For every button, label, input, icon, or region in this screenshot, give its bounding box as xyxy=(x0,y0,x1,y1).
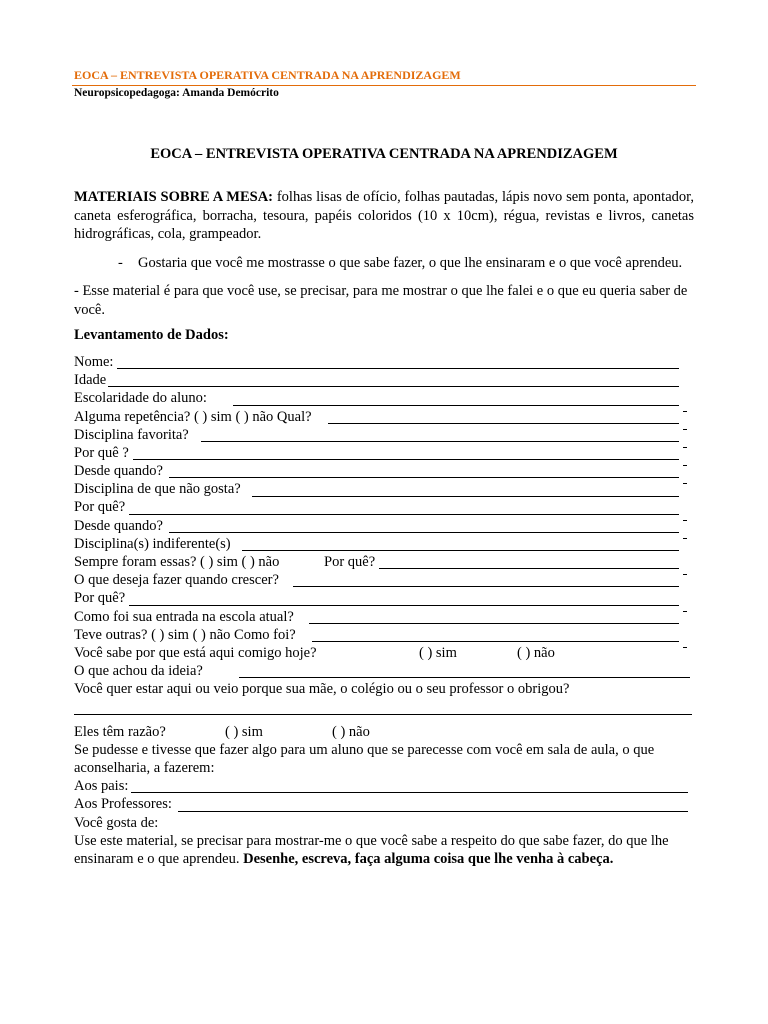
field-escolaridade xyxy=(74,389,734,407)
instruction-bullet xyxy=(118,254,728,273)
label-teve-outras: Teve outras? ( ) sim ( ) não Como foi? xyxy=(74,626,296,643)
answer-line-escolaridade[interactable] xyxy=(233,405,679,406)
answer-line-por-que-1[interactable] xyxy=(133,459,679,460)
field-sempre-foram xyxy=(74,553,734,571)
field-aos-pais xyxy=(74,777,734,795)
label-por-que-1: Por quê ? xyxy=(74,444,129,461)
field-repetencia xyxy=(74,408,734,426)
label-quer-estar: Você quer estar aqui ou veio porque sua mãe, o colégio ou o seu professor o obrigou? xyxy=(74,681,570,698)
label-voce-gosta: Você gosta de: xyxy=(74,814,159,831)
label-por-que-2: Por quê? xyxy=(74,499,126,516)
checkbox-sabe-sim[interactable]: ( ) sim xyxy=(419,644,457,661)
answer-line-nome[interactable] xyxy=(117,368,679,369)
answer-line-por-que-3[interactable] xyxy=(129,605,679,606)
answer-line-quer-estar[interactable] xyxy=(74,714,692,715)
final-instruction-bold: Desenhe, escreva, faça alguma coisa que lhe venha à cabeça. xyxy=(243,850,614,867)
answer-line-crescer[interactable] xyxy=(293,586,679,587)
label-disciplina-favorita: Disciplina favorita? xyxy=(74,426,189,443)
field-quer-estar-answer xyxy=(74,699,734,723)
answer-line-por-que-2[interactable] xyxy=(129,514,679,515)
answer-line-teve-outras[interactable] xyxy=(312,641,679,642)
answer-line-disciplina-favorita[interactable] xyxy=(201,441,679,442)
label-crescer: O que deseja fazer quando crescer? xyxy=(74,572,279,589)
field-quer-estar xyxy=(74,680,734,698)
data-fields xyxy=(74,353,734,868)
field-aos-professores xyxy=(74,795,734,813)
label-sabe-por-que: Você sabe por que está aqui comigo hoje? xyxy=(74,644,317,661)
label-desde-quando-1: Desde quando? xyxy=(74,463,163,480)
label-aos-pais: Aos pais: xyxy=(74,778,129,795)
label-nome: Nome: xyxy=(74,353,114,370)
materials-text: folhas lisas de ofício, folhas pautadas, lápis novo sem ponta, apontador, caneta esferográfica, borracha, tesoura, papéis coloridos (10 x 10cm), régua, revistas e livros, canetas hidrográficas, cola, grampeador. xyxy=(74,189,694,242)
label-idade: Idade xyxy=(74,372,107,389)
answer-line-repetencia[interactable] xyxy=(328,423,679,424)
field-indiferente xyxy=(74,535,734,553)
field-por-que-2 xyxy=(74,499,734,517)
label-se-pudesse: Se pudesse e tivesse que fazer algo para um aluno que se parecesse com você em sala de aula, o que aconselharia, a fazerem: xyxy=(74,741,655,776)
answer-line-aos-pais[interactable] xyxy=(131,792,688,793)
label-sempre-por-que: Por quê? xyxy=(324,554,376,571)
field-sabe-por-que xyxy=(74,644,734,662)
field-por-que-1 xyxy=(74,444,734,462)
answer-line-sempre-foram[interactable] xyxy=(379,568,679,569)
field-desde-quando-1 xyxy=(74,462,734,480)
bullet-text: Gostaria que você me mostrasse o que sabe fazer, o que lhe ensinaram e o que você aprendeu. xyxy=(138,255,683,271)
answer-line-achou-ideia[interactable] xyxy=(239,677,690,678)
label-nao-gosta: Disciplina de que não gosta? xyxy=(74,481,241,498)
label-escolaridade: Escolaridade do aluno: xyxy=(74,390,207,407)
answer-line-desde-quando-1[interactable] xyxy=(169,477,679,478)
materials-paragraph xyxy=(74,188,694,244)
label-indiferente: Disciplina(s) indiferente(s) xyxy=(74,535,231,552)
field-teve-outras xyxy=(74,626,734,644)
checkbox-razao-sim[interactable]: ( ) sim xyxy=(225,723,263,740)
label-aos-professores: Aos Professores: xyxy=(74,796,172,813)
final-instruction-text: Use este material, se precisar para mostrar-me o que você sabe a respeito do que sabe fazer, do que lhe ensinaram e o que aprendeu. xyxy=(74,832,669,867)
label-achou-ideia: O que achou da ideia? xyxy=(74,663,203,680)
label-sempre-foram: Sempre foram essas? ( ) sim ( ) não xyxy=(74,554,280,571)
label-repetencia: Alguma repetência? ( ) sim ( ) não Qual? xyxy=(74,408,312,425)
header-subtitle: Neuropsicopedagoga: Amanda Demócrito xyxy=(74,87,279,99)
header-rule xyxy=(72,85,696,86)
label-tem-razao: Eles têm razão? xyxy=(74,723,166,740)
field-nome xyxy=(74,353,734,371)
field-voce-gosta xyxy=(74,814,734,832)
label-por-que-3: Por quê? xyxy=(74,590,126,607)
field-disciplina-favorita xyxy=(74,426,734,444)
answer-line-indiferente[interactable] xyxy=(242,550,679,551)
field-idade xyxy=(74,371,734,389)
field-achou-ideia xyxy=(74,662,734,680)
answer-line-nao-gosta[interactable] xyxy=(252,496,679,497)
answer-line-entrada-escola[interactable] xyxy=(309,623,679,624)
materials-label: MATERIAIS SOBRE A MESA: xyxy=(74,189,273,205)
header-title: EOCA – ENTREVISTA OPERATIVA CENTRADA NA APRENDIZAGEM xyxy=(74,68,461,82)
bullet-dash: - xyxy=(118,255,123,271)
material-note: - Esse material é para que você use, se precisar, para me mostrar o que lhe falei e o que eu queria saber de você. xyxy=(74,283,688,318)
field-tem-razao xyxy=(74,723,734,741)
field-crescer xyxy=(74,571,734,589)
answer-line-aos-professores[interactable] xyxy=(178,811,688,812)
label-entrada-escola: Como foi sua entrada na escola atual? xyxy=(74,608,294,625)
document-title: EOCA – ENTREVISTA OPERATIVA CENTRADA NA APRENDIZAGEM xyxy=(150,146,618,162)
field-entrada-escola xyxy=(74,608,734,626)
label-desde-quando-2: Desde quando? xyxy=(74,517,163,534)
checkbox-razao-nao[interactable]: ( ) não xyxy=(332,723,370,740)
answer-line-desde-quando-2[interactable] xyxy=(169,532,679,533)
field-por-que-3 xyxy=(74,589,734,607)
levantamento-title: Levantamento de Dados: xyxy=(74,327,229,343)
field-desde-quando-2 xyxy=(74,517,734,535)
answer-line-idade[interactable] xyxy=(108,386,679,387)
field-nao-gosta xyxy=(74,480,734,498)
final-instruction xyxy=(74,832,694,868)
checkbox-sabe-nao[interactable]: ( ) não xyxy=(517,644,555,661)
